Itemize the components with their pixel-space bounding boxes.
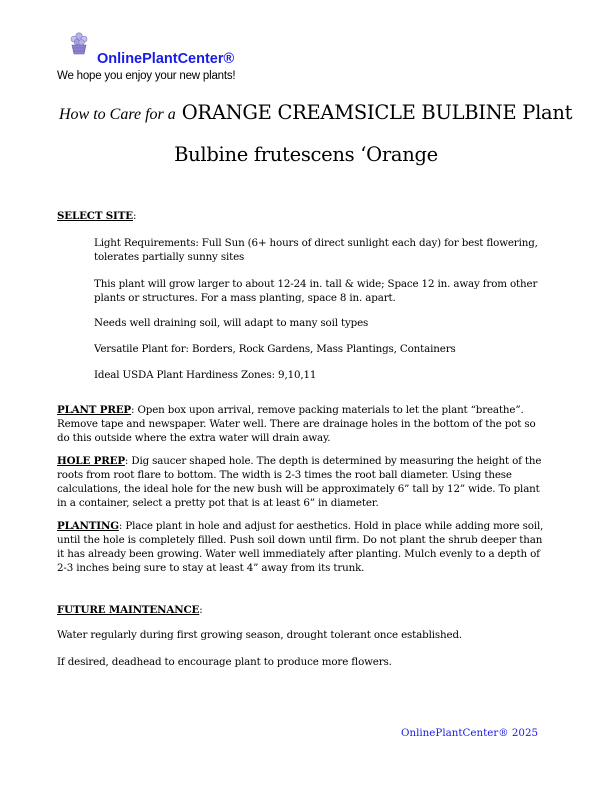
planting-heading: PLANTING <box>57 520 119 532</box>
select-site-heading-line <box>57 209 549 223</box>
botanical-name: Bulbine frutescens ‘Orange <box>174 143 438 166</box>
watering-instructions: Water regularly during first growing season, drought tolerant once established. <box>57 629 463 641</box>
hardiness-zones: Ideal USDA Plant Hardiness Zones: 9,10,11 <box>94 369 317 381</box>
future-maintenance-heading: FUTURE MAINTENANCE <box>57 604 200 616</box>
deadhead-instructions: If desired, deadhead to encourage plant to produce more flowers. <box>57 656 392 668</box>
page-title <box>59 101 572 124</box>
title-prefix: How to Care for a <box>59 106 176 123</box>
brand-name: OnlinePlantCenter® <box>97 51 235 67</box>
plant-prep-section <box>57 403 549 445</box>
plant-size-spacing: This plant will grow larger to about 12-24 in. tall & wide; Space 12 in. away from other plants or structures. For a mass planting, space 8 in. apart. <box>94 278 538 304</box>
planting-text: : Place plant in hole and adjust for aesthetics. Hold in place while adding more soil, until the hole is completely filled. Push soil down until firm. Do not plant the shrub deeper than it has already been growing. Water well immediately after planting. Mulch evenly to a depth of 2-3 inches being sure to stay at least 4” away from its trunk. <box>57 520 544 574</box>
planting-section <box>57 519 549 575</box>
soil-requirements: Needs well draining soil, will adapt to many soil types <box>94 317 369 329</box>
hole-prep-text: : Dig saucer shaped hole. The depth is determined by measuring the height of the roots from root flare to bottom. The width is 2-3 times the root ball diameter. Using these calculations, the ideal hole for the new bush will be approximately 6” tall by 12” wide. To plant in a container, select a pretty pot that is at least 6” in diameter. <box>57 455 542 509</box>
future-maintenance-colon: : <box>199 604 203 616</box>
footer-copyright: OnlinePlantCenter® 2025 <box>401 727 539 739</box>
flower-basket-icon <box>68 30 90 56</box>
plant-uses: Versatile Plant for: Borders, Rock Gardens, Mass Plantings, Containers <box>94 343 456 355</box>
hole-prep-section <box>57 454 549 510</box>
light-requirements: Light Requirements: Full Sun (6+ hours of direct sunlight each day) for best flowering, tolerates partially sunny sites <box>94 237 538 263</box>
hole-prep-heading: HOLE PREP <box>57 455 125 467</box>
tagline: We hope you enjoy your new plants! <box>57 70 236 82</box>
select-site-colon: : <box>132 210 137 222</box>
plant-prep-text: : Open box upon arrival, remove packing materials to let the plant “breathe”. Remove tape and newspaper. Water well. There are drainage holes in the bottom of the pot so do this outside where the extra water will drain away. <box>57 404 536 444</box>
select-site-heading: SELECT SITE <box>57 210 133 222</box>
plant-name: ORANGE CREAMSICLE BULBINE Plant <box>181 101 573 124</box>
future-maintenance-heading-line <box>57 603 549 617</box>
plant-prep-heading: PLANT PREP <box>57 404 132 416</box>
